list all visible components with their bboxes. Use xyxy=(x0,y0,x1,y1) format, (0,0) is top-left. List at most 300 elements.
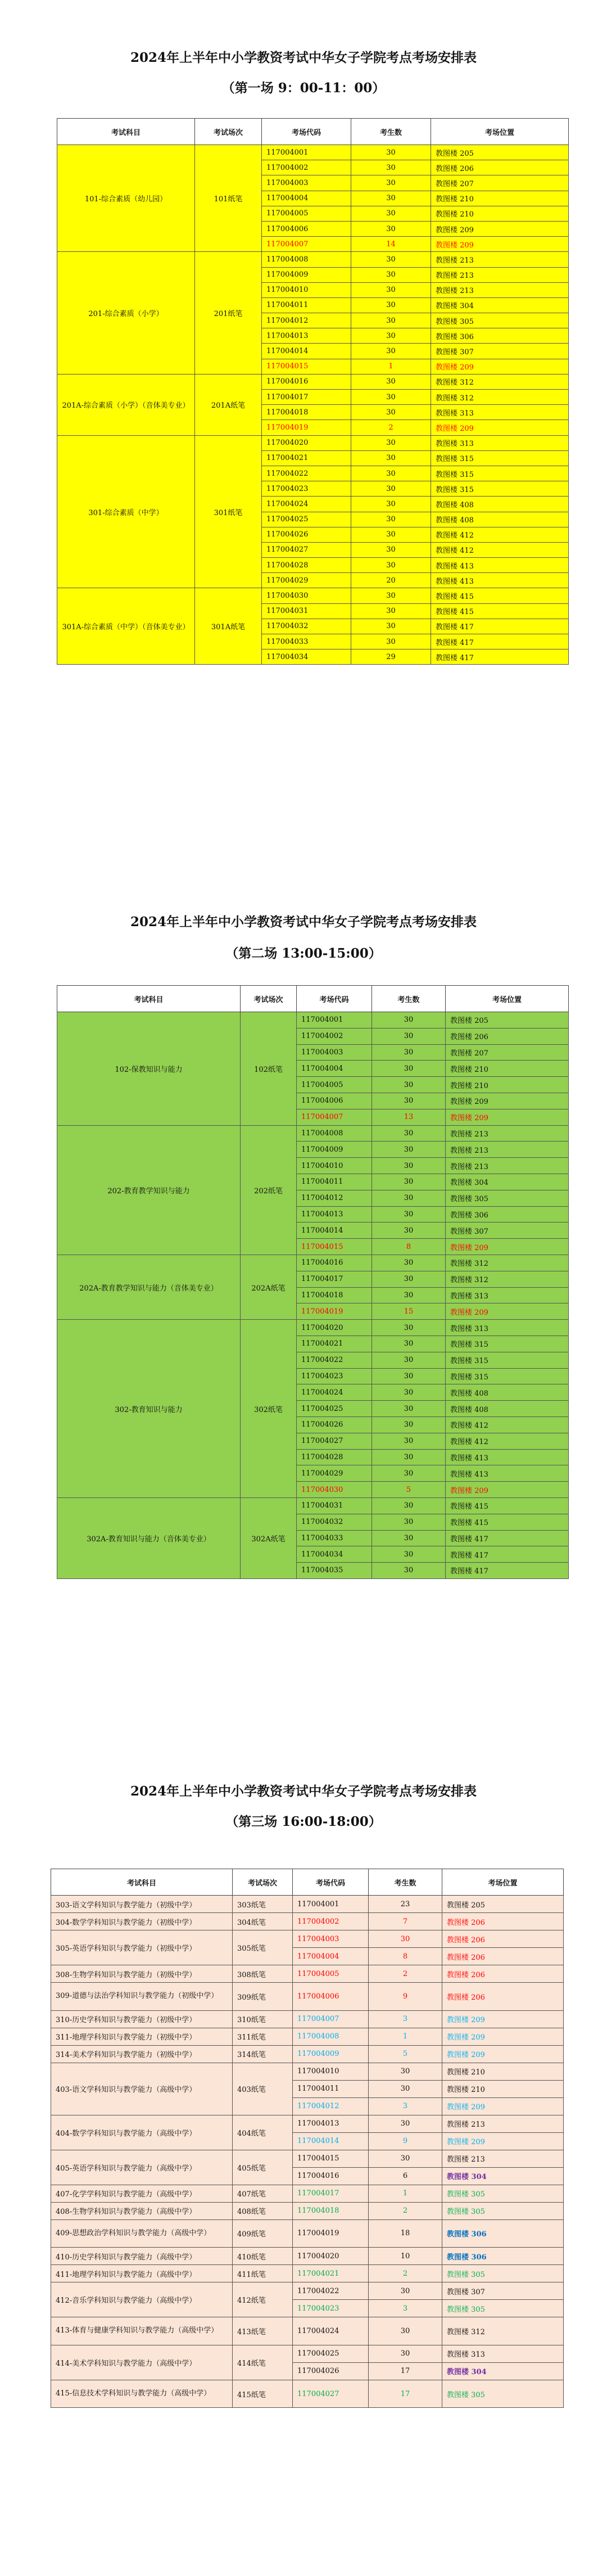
table-row xyxy=(51,2248,564,2265)
code-cell: 117004008 xyxy=(293,2028,369,2045)
column-header: 考场代码 xyxy=(262,119,351,145)
location-cell: 教图楼 206 xyxy=(442,1983,564,2011)
subject-cell: 201A-综合素质（小学）（音体美专业） xyxy=(57,374,195,435)
code-cell: 117004018 xyxy=(262,405,351,420)
code-cell: 117004010 xyxy=(262,282,351,297)
code-cell: 117004014 xyxy=(297,1222,372,1239)
session-2-table xyxy=(57,985,569,1579)
location-cell: 教图楼 304 xyxy=(431,297,569,313)
location-cell: 教图楼 315 xyxy=(431,466,569,481)
count-cell: 30 xyxy=(351,450,431,466)
location-cell: 教图楼 415 xyxy=(446,1514,569,1530)
code-cell: 117004027 xyxy=(293,2380,369,2408)
count-cell: 30 xyxy=(351,405,431,420)
count-cell: 30 xyxy=(351,527,431,542)
count-cell: 30 xyxy=(372,1158,446,1174)
code-cell: 117004016 xyxy=(262,374,351,389)
location-cell: 教图楼 205 xyxy=(442,1896,564,1913)
location-cell: 教图楼 408 xyxy=(446,1401,569,1417)
location-cell: 教图楼 209 xyxy=(431,221,569,236)
code-cell: 117004012 xyxy=(297,1190,372,1206)
count-cell: 30 xyxy=(369,2150,442,2167)
table-row xyxy=(51,1913,564,1930)
count-cell: 20 xyxy=(351,573,431,588)
count-cell: 30 xyxy=(372,1255,446,1271)
code-cell: 117004003 xyxy=(262,175,351,191)
location-cell: 教图楼 408 xyxy=(431,512,569,527)
count-cell: 30 xyxy=(372,1044,446,1061)
count-cell: 30 xyxy=(372,1416,446,1433)
location-cell: 教图楼 213 xyxy=(446,1142,569,1158)
location-cell: 教图楼 408 xyxy=(446,1384,569,1401)
table-row xyxy=(51,2063,564,2080)
code-cell: 117004030 xyxy=(262,588,351,603)
code-cell: 117004017 xyxy=(297,1271,372,1287)
session-3-title: 2024年上半年中小学教资考试中华女子学院考点考场安排表 xyxy=(130,1784,477,1799)
location-cell: 教图楼 209 xyxy=(442,2028,564,2045)
session-cell: 305纸笔 xyxy=(233,1930,293,1965)
session-cell: 301A纸笔 xyxy=(195,588,262,665)
subject-cell: 410-历史学科知识与教学能力（高级中学） xyxy=(51,2248,233,2265)
count-cell: 23 xyxy=(369,1896,442,1913)
code-cell: 117004013 xyxy=(262,328,351,344)
location-cell: 教图楼 306 xyxy=(446,1206,569,1222)
count-cell: 30 xyxy=(372,1320,446,1336)
location-cell: 教图楼 313 xyxy=(431,405,569,420)
location-cell: 教图楼 413 xyxy=(431,573,569,588)
count-cell: 6 xyxy=(369,2167,442,2185)
code-cell: 117004028 xyxy=(297,1449,372,1465)
code-cell: 117004015 xyxy=(297,1239,372,1255)
count-cell: 30 xyxy=(351,313,431,328)
subject-cell: 101-综合素质（幼儿园） xyxy=(57,145,195,252)
code-cell: 117004022 xyxy=(262,466,351,481)
location-cell: 教图楼 213 xyxy=(431,267,569,282)
table-row xyxy=(51,2150,564,2167)
count-cell: 2 xyxy=(351,420,431,435)
count-cell: 30 xyxy=(351,328,431,344)
location-cell: 教图楼 304 xyxy=(446,1174,569,1190)
code-cell: 117004009 xyxy=(262,267,351,282)
location-cell: 教图楼 313 xyxy=(446,1287,569,1303)
code-cell: 117004001 xyxy=(297,1012,372,1028)
table-row xyxy=(51,2202,564,2219)
count-cell: 14 xyxy=(351,237,431,252)
table-row xyxy=(51,1930,564,1948)
table-row xyxy=(51,2380,564,2408)
location-cell: 教图楼 305 xyxy=(431,313,569,328)
code-cell: 117004009 xyxy=(297,1142,372,1158)
count-cell: 18 xyxy=(369,2219,442,2248)
count-cell: 30 xyxy=(351,619,431,634)
count-cell: 3 xyxy=(369,2097,442,2115)
code-cell: 117004010 xyxy=(297,1158,372,1174)
code-cell: 117004008 xyxy=(297,1125,372,1142)
location-cell: 教图楼 206 xyxy=(442,1965,564,1983)
count-cell: 30 xyxy=(372,1028,446,1044)
session-cell: 408纸笔 xyxy=(233,2202,293,2219)
location-cell: 教图楼 307 xyxy=(446,1222,569,1239)
session-cell: 414纸笔 xyxy=(233,2345,293,2380)
count-cell: 30 xyxy=(372,1142,446,1158)
count-cell: 30 xyxy=(351,481,431,497)
location-cell: 教图楼 315 xyxy=(446,1336,569,1352)
location-cell: 教图楼 209 xyxy=(431,237,569,252)
location-cell: 教图楼 213 xyxy=(446,1158,569,1174)
count-cell: 30 xyxy=(351,497,431,512)
code-cell: 117004007 xyxy=(297,1109,372,1125)
location-cell: 教图楼 417 xyxy=(446,1530,569,1546)
column-header: 考试科目 xyxy=(57,986,241,1012)
location-cell: 教图楼 205 xyxy=(446,1012,569,1028)
subject-cell: 404-数学学科知识与教学能力（高级中学） xyxy=(51,2115,233,2150)
subject-cell: 304-数学学科知识与教学能力（初级中学） xyxy=(51,1913,233,1930)
session-cell: 405纸笔 xyxy=(233,2150,293,2185)
location-cell: 教图楼 417 xyxy=(431,634,569,649)
session-cell: 202A纸笔 xyxy=(241,1255,297,1319)
count-cell: 30 xyxy=(351,344,431,359)
column-header: 考试场次 xyxy=(233,1869,293,1896)
location-cell: 教图楼 209 xyxy=(446,1303,569,1320)
count-cell: 13 xyxy=(372,1109,446,1125)
location-cell: 教图楼 304 xyxy=(442,2167,564,2185)
code-cell: 117004002 xyxy=(297,1028,372,1044)
session-3-table xyxy=(51,1869,564,2408)
session-cell: 309纸笔 xyxy=(233,1983,293,2011)
location-cell: 教图楼 306 xyxy=(442,2219,564,2248)
location-cell: 教图楼 315 xyxy=(446,1352,569,1368)
code-cell: 117004012 xyxy=(293,2097,369,2115)
code-cell: 117004023 xyxy=(293,2300,369,2317)
location-cell: 教图楼 206 xyxy=(442,1948,564,1965)
location-cell: 教图楼 313 xyxy=(431,435,569,450)
count-cell: 1 xyxy=(351,359,431,374)
location-cell: 教图楼 305 xyxy=(442,2300,564,2317)
location-cell: 教图楼 417 xyxy=(446,1546,569,1563)
count-cell: 8 xyxy=(369,1948,442,1965)
code-cell: 117004004 xyxy=(293,1948,369,1965)
session-3-subtitle: （第三场 16:00-18:00） xyxy=(225,1814,382,1829)
subject-cell: 201-综合素质（小学） xyxy=(57,252,195,375)
count-cell: 30 xyxy=(369,2080,442,2097)
table-row xyxy=(57,1012,569,1028)
count-cell: 30 xyxy=(372,1190,446,1206)
table-row xyxy=(57,374,569,389)
column-header: 考试场次 xyxy=(241,986,297,1012)
code-cell: 117004033 xyxy=(297,1530,372,1546)
subject-cell: 409-思想政治学科知识与教学能力（高级中学） xyxy=(51,2219,233,2248)
code-cell: 117004023 xyxy=(297,1368,372,1384)
location-cell: 教图楼 306 xyxy=(431,328,569,344)
location-cell: 教图楼 417 xyxy=(446,1563,569,1579)
code-cell: 117004002 xyxy=(293,1913,369,1930)
count-cell: 30 xyxy=(372,1563,446,1579)
count-cell: 2 xyxy=(369,2265,442,2282)
count-cell: 30 xyxy=(369,2063,442,2080)
session-cell: 302A纸笔 xyxy=(241,1497,297,1578)
code-cell: 117004031 xyxy=(262,603,351,619)
location-cell: 教图楼 209 xyxy=(446,1239,569,1255)
code-cell: 117004001 xyxy=(293,1896,369,1913)
session-cell: 101纸笔 xyxy=(195,145,262,252)
count-cell: 9 xyxy=(369,1983,442,2011)
code-cell: 117004005 xyxy=(262,206,351,221)
subject-cell: 309-道德与法治学科知识与教学能力（初级中学） xyxy=(51,1983,233,2011)
count-cell: 30 xyxy=(372,1077,446,1093)
table-row xyxy=(51,2185,564,2202)
code-cell: 117004011 xyxy=(293,2080,369,2097)
location-cell: 教图楼 306 xyxy=(442,2248,564,2265)
location-cell: 教图楼 210 xyxy=(442,2080,564,2097)
count-cell: 30 xyxy=(372,1287,446,1303)
header-row xyxy=(57,986,569,1012)
subject-cell: 202-教育教学知识与能力 xyxy=(57,1125,241,1255)
code-cell: 117004013 xyxy=(293,2115,369,2132)
count-cell: 30 xyxy=(351,558,431,573)
code-cell: 117004008 xyxy=(262,252,351,267)
session-cell: 303纸笔 xyxy=(233,1896,293,1913)
location-cell: 教图楼 315 xyxy=(431,450,569,466)
location-cell: 教图楼 213 xyxy=(431,282,569,297)
location-cell: 教图楼 312 xyxy=(431,374,569,389)
column-header: 考试场次 xyxy=(195,119,262,145)
count-cell: 2 xyxy=(369,2202,442,2219)
session-cell: 311纸笔 xyxy=(233,2028,293,2045)
session-cell: 310纸笔 xyxy=(233,2010,293,2028)
count-cell: 30 xyxy=(351,435,431,450)
code-cell: 117004017 xyxy=(262,390,351,405)
count-cell: 30 xyxy=(372,1530,446,1546)
table-row xyxy=(57,435,569,450)
table-row xyxy=(51,2345,564,2362)
session-1-subtitle: （第一场 9：00-11：00） xyxy=(221,80,386,96)
subject-cell: 403-语文学科知识与教学能力（高级中学） xyxy=(51,2063,233,2115)
count-cell: 30 xyxy=(351,588,431,603)
table-row xyxy=(57,1320,569,1336)
count-cell: 30 xyxy=(351,145,431,160)
session-cell: 202纸笔 xyxy=(241,1125,297,1255)
location-cell: 教图楼 413 xyxy=(431,558,569,573)
table-row xyxy=(57,1255,569,1271)
location-cell: 教图楼 206 xyxy=(442,1930,564,1948)
session-2-subtitle: （第二场 13:00-15:00） xyxy=(225,946,382,961)
count-cell: 30 xyxy=(372,1368,446,1384)
code-cell: 117004007 xyxy=(293,2010,369,2028)
subject-cell: 301-综合素质（中学） xyxy=(57,435,195,588)
code-cell: 117004003 xyxy=(293,1930,369,1948)
table-row xyxy=(51,2115,564,2132)
code-cell: 117004021 xyxy=(293,2265,369,2282)
session-cell: 314纸笔 xyxy=(233,2045,293,2063)
code-cell: 117004015 xyxy=(262,359,351,374)
code-cell: 117004004 xyxy=(297,1061,372,1077)
code-cell: 117004018 xyxy=(293,2202,369,2219)
session-cell: 411纸笔 xyxy=(233,2265,293,2282)
code-cell: 117004016 xyxy=(297,1255,372,1271)
code-cell: 117004022 xyxy=(293,2282,369,2300)
code-cell: 117004032 xyxy=(297,1514,372,1530)
table-row xyxy=(57,1497,569,1514)
count-cell: 30 xyxy=(372,1174,446,1190)
count-cell: 30 xyxy=(351,542,431,557)
code-cell: 117004025 xyxy=(297,1401,372,1417)
count-cell: 3 xyxy=(369,2300,442,2317)
count-cell: 30 xyxy=(372,1384,446,1401)
code-cell: 117004014 xyxy=(293,2132,369,2150)
code-cell: 117004024 xyxy=(262,497,351,512)
table-row xyxy=(51,2317,564,2345)
location-cell: 教图楼 206 xyxy=(442,1913,564,1930)
location-cell: 教图楼 312 xyxy=(446,1255,569,1271)
header-row xyxy=(57,119,569,145)
location-cell: 教图楼 304 xyxy=(442,2362,564,2380)
subject-cell: 305-英语学科知识与教学能力（初级中学） xyxy=(51,1930,233,1965)
subject-cell: 302A-教育知识与能力（音体美专业） xyxy=(57,1497,241,1578)
code-cell: 117004018 xyxy=(297,1287,372,1303)
count-cell: 10 xyxy=(369,2248,442,2265)
code-cell: 117004033 xyxy=(262,634,351,649)
count-cell: 30 xyxy=(369,2345,442,2362)
code-cell: 117004034 xyxy=(262,649,351,665)
code-cell: 117004021 xyxy=(262,450,351,466)
count-cell: 30 xyxy=(369,2282,442,2300)
location-cell: 教图楼 209 xyxy=(446,1093,569,1109)
location-cell: 教图楼 209 xyxy=(431,359,569,374)
session-cell: 412纸笔 xyxy=(233,2282,293,2317)
count-cell: 30 xyxy=(369,2115,442,2132)
session-cell: 302纸笔 xyxy=(241,1320,297,1498)
location-cell: 教图楼 415 xyxy=(431,588,569,603)
code-cell: 117004011 xyxy=(297,1174,372,1190)
table-row xyxy=(51,2028,564,2045)
location-cell: 教图楼 205 xyxy=(431,145,569,160)
column-header: 考场代码 xyxy=(297,986,372,1012)
code-cell: 117004029 xyxy=(262,573,351,588)
location-cell: 教图楼 417 xyxy=(431,619,569,634)
code-cell: 117004006 xyxy=(293,1983,369,2011)
location-cell: 教图楼 210 xyxy=(431,191,569,206)
subject-cell: 301A-综合素质（中学）（音体美专业） xyxy=(57,588,195,665)
code-cell: 117004027 xyxy=(262,542,351,557)
count-cell: 30 xyxy=(372,1497,446,1514)
count-cell: 30 xyxy=(351,374,431,389)
code-cell: 117004001 xyxy=(262,145,351,160)
code-cell: 117004005 xyxy=(293,1965,369,1983)
location-cell: 教图楼 209 xyxy=(442,2097,564,2115)
session-cell: 409纸笔 xyxy=(233,2219,293,2248)
location-cell: 教图楼 412 xyxy=(431,542,569,557)
code-cell: 117004005 xyxy=(297,1077,372,1093)
subject-cell: 415-信息技术学科知识与教学能力（高级中学） xyxy=(51,2380,233,2408)
count-cell: 30 xyxy=(372,1061,446,1077)
location-cell: 教图楼 413 xyxy=(446,1465,569,1482)
column-header: 考场位置 xyxy=(446,986,569,1012)
column-header: 考场位置 xyxy=(442,1869,564,1896)
session-cell: 403纸笔 xyxy=(233,2063,293,2115)
session-cell: 304纸笔 xyxy=(233,1913,293,1930)
count-cell: 2 xyxy=(369,1965,442,1983)
column-header: 考场代码 xyxy=(293,1869,369,1896)
session-cell: 413纸笔 xyxy=(233,2317,293,2345)
location-cell: 教图楼 412 xyxy=(446,1433,569,1449)
code-cell: 117004002 xyxy=(262,160,351,175)
location-cell: 教图楼 209 xyxy=(442,2132,564,2150)
table-row xyxy=(57,1125,569,1142)
code-cell: 117004034 xyxy=(297,1546,372,1563)
session-cell: 407纸笔 xyxy=(233,2185,293,2202)
session-cell: 410纸笔 xyxy=(233,2248,293,2265)
location-cell: 教图楼 213 xyxy=(442,2150,564,2167)
code-cell: 117004006 xyxy=(297,1093,372,1109)
subject-cell: 414-美术学科知识与教学能力（高级中学） xyxy=(51,2345,233,2380)
count-cell: 30 xyxy=(351,206,431,221)
location-cell: 教图楼 209 xyxy=(442,2045,564,2063)
count-cell: 30 xyxy=(369,2317,442,2345)
table-row xyxy=(51,2265,564,2282)
count-cell: 30 xyxy=(372,1206,446,1222)
header-row xyxy=(51,1869,564,1896)
subject-cell: 411-地理学科知识与教学能力（高级中学） xyxy=(51,2265,233,2282)
table-row xyxy=(51,2010,564,2028)
code-cell: 117004025 xyxy=(293,2345,369,2362)
count-cell: 7 xyxy=(369,1913,442,1930)
session-cell: 201纸笔 xyxy=(195,252,262,375)
subject-cell: 405-英语学科知识与教学能力（高级中学） xyxy=(51,2150,233,2185)
code-cell: 117004026 xyxy=(262,527,351,542)
location-cell: 教图楼 206 xyxy=(446,1028,569,1044)
location-cell: 教图楼 412 xyxy=(446,1416,569,1433)
count-cell: 30 xyxy=(372,1449,446,1465)
count-cell: 9 xyxy=(369,2132,442,2150)
table-row xyxy=(51,2219,564,2248)
count-cell: 30 xyxy=(351,603,431,619)
session-2-title: 2024年上半年中小学教资考试中华女子学院考点考场安排表 xyxy=(130,914,477,930)
count-cell: 17 xyxy=(369,2380,442,2408)
count-cell: 30 xyxy=(372,1352,446,1368)
code-cell: 117004023 xyxy=(262,481,351,497)
column-header: 考生数 xyxy=(372,986,446,1012)
count-cell: 30 xyxy=(351,282,431,297)
location-cell: 教图楼 210 xyxy=(442,2063,564,2080)
code-cell: 117004022 xyxy=(297,1352,372,1368)
session-cell: 102纸笔 xyxy=(241,1012,297,1126)
count-cell: 17 xyxy=(369,2362,442,2380)
code-cell: 117004009 xyxy=(293,2045,369,2063)
count-cell: 30 xyxy=(372,1433,446,1449)
count-cell: 30 xyxy=(351,267,431,282)
code-cell: 117004035 xyxy=(297,1563,372,1579)
count-cell: 30 xyxy=(369,1930,442,1948)
code-cell: 117004028 xyxy=(262,558,351,573)
location-cell: 教图楼 210 xyxy=(446,1061,569,1077)
subject-cell: 202A-教育教学知识与能力（音体美专业） xyxy=(57,1255,241,1319)
session-cell: 201A纸笔 xyxy=(195,374,262,435)
code-cell: 117004014 xyxy=(262,344,351,359)
location-cell: 教图楼 412 xyxy=(431,527,569,542)
count-cell: 15 xyxy=(372,1303,446,1320)
column-header: 考试科目 xyxy=(57,119,195,145)
code-cell: 117004026 xyxy=(297,1416,372,1433)
session-cell: 404纸笔 xyxy=(233,2115,293,2150)
code-cell: 117004007 xyxy=(262,237,351,252)
count-cell: 30 xyxy=(372,1546,446,1563)
count-cell: 30 xyxy=(351,160,431,175)
subject-cell: 102-保教知识与能力 xyxy=(57,1012,241,1126)
code-cell: 117004019 xyxy=(262,420,351,435)
column-header: 考试科目 xyxy=(51,1869,233,1896)
location-cell: 教图楼 313 xyxy=(442,2345,564,2362)
code-cell: 117004019 xyxy=(293,2219,369,2248)
